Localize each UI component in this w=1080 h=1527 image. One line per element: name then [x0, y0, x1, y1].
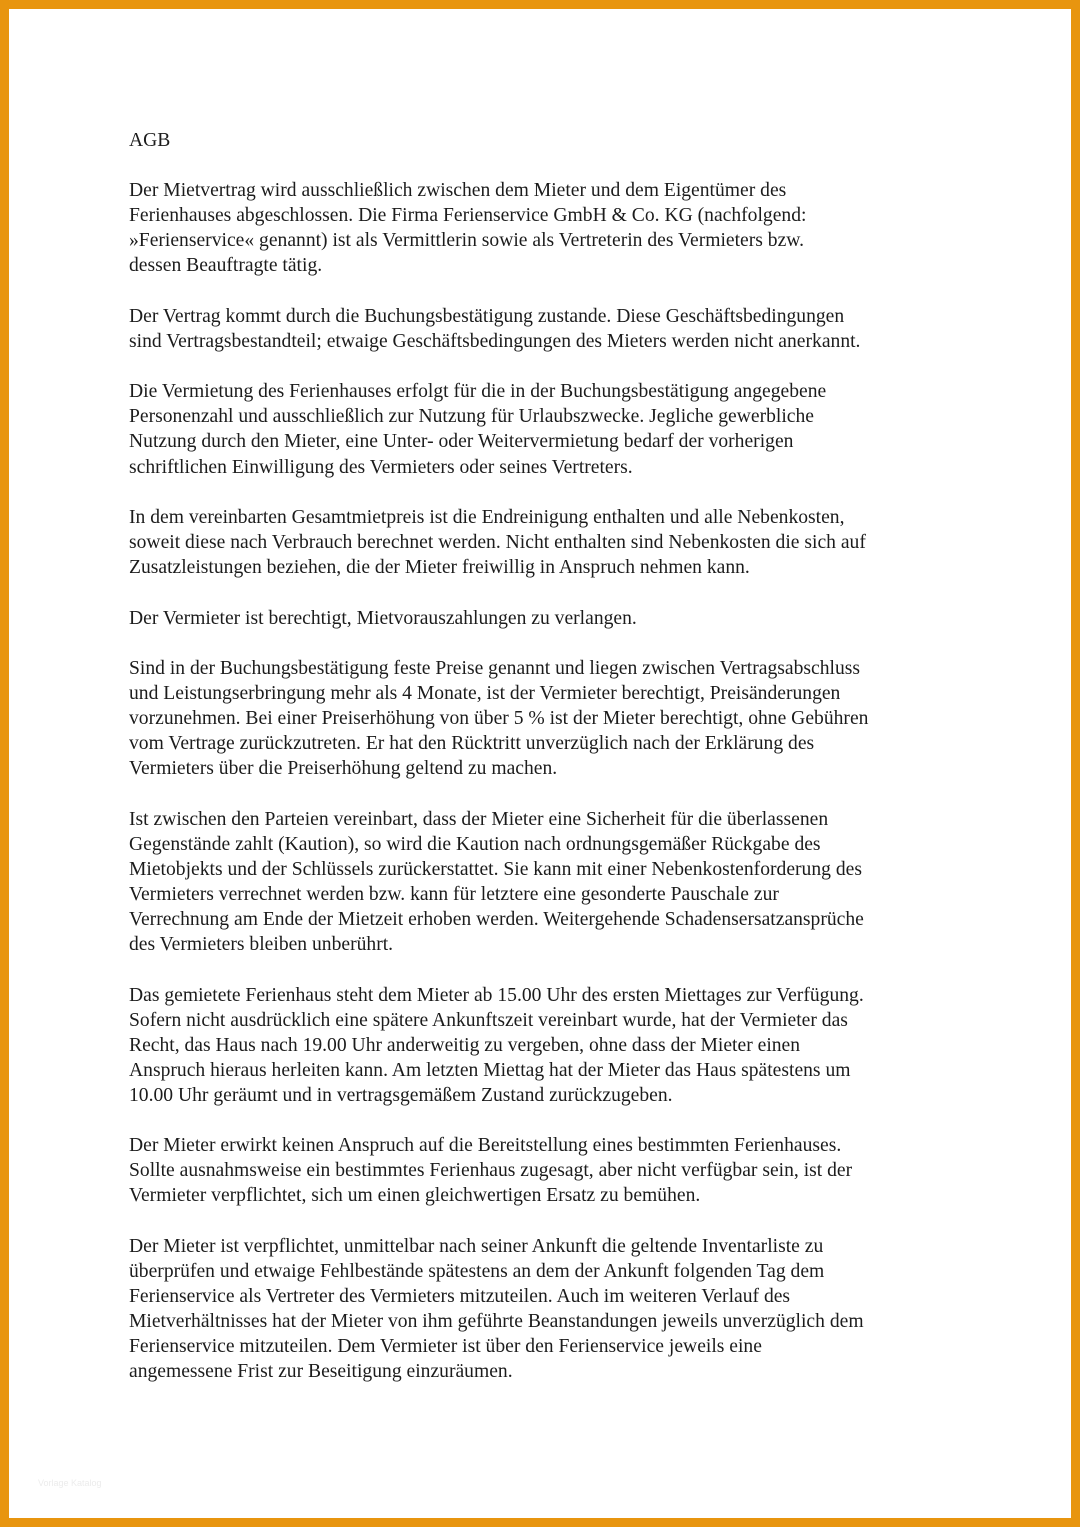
paragraph-line: dessen Beauftragte tätig. [129, 255, 323, 277]
paragraph [129, 304, 969, 354]
paragraph-line: Der Mieter erwirkt keinen Anspruch auf die Bereitstellung eines bestimmten Ferienhauses. [129, 1135, 842, 1157]
paragraph-line: In dem vereinbarten Gesamtmietpreis ist die Endreinigung enthalten und alle Nebenkosten, [129, 506, 845, 528]
paragraph-line: Der Mietvertrag wird ausschließlich zwischen dem Mieter und dem Eigentümer des [129, 180, 787, 202]
paragraph-line: »Ferienservice« genannt) ist als Vermittlerin sowie als Vertreterin des Vermieters bzw. [129, 230, 805, 252]
document-body [129, 178, 969, 1384]
paragraph-line: Verrechnung am Ende der Mietzeit erhoben werden. Weitergehende Schadensersatzansprüche [129, 909, 864, 931]
paragraph-line: und Leistungserbringung mehr als 4 Monate, ist der Vermieter berechtigt, Preisänderungen [129, 682, 841, 704]
paragraph-line: soweit diese nach Verbrauch berechnet werden. Nicht enthalten sind Nebenkosten die sich auf [129, 532, 866, 554]
paragraph [129, 178, 969, 278]
paragraph-line: Ferienhauses abgeschlossen. Die Firma Ferienservice GmbH & Co. KG (nachfolgend: [129, 205, 807, 227]
document-page [129, 128, 969, 1410]
paragraph-line: Ist zwischen den Parteien vereinbart, dass der Mieter eine Sicherheit für die überlassenen [129, 808, 829, 830]
paragraph-line: Ferienservice als Vertreter des Vermieters mitzuteilen. Auch im weiteren Verlauf des [129, 1286, 791, 1308]
paragraph-line: Sollte ausnahmsweise ein bestimmtes Ferienhaus zugesagt, aber nicht verfügbar sein, ist der [129, 1160, 853, 1182]
paragraph-line: vorzunehmen. Bei einer Preiserhöhung von über 5 % ist der Mieter berechtigt, ohne Gebühren [129, 708, 869, 730]
watermark-text: Vorlage Katalog [38, 1478, 102, 1488]
paragraph-line: Zusatzleistungen beziehen, die der Mieter freiwillig in Anspruch nehmen kann. [129, 557, 750, 579]
paragraph-line: überprüfen und etwaige Fehlbestände spätestens an dem der Ankunft folgenden Tag dem [129, 1260, 825, 1282]
paragraph-line: Der Vertrag kommt durch die Buchungsbestätigung zustande. Diese Geschäftsbedingungen [129, 305, 845, 327]
paragraph-line: Nutzung durch den Mieter, eine Unter- oder Weitervermietung bedarf der vorherigen [129, 431, 794, 453]
paragraph-line: Vermieters über die Preiserhöhung geltend zu machen. [129, 758, 558, 780]
paragraph-line: Die Vermietung des Ferienhauses erfolgt für die in der Buchungsbestätigung angegebene [129, 381, 827, 403]
paragraph-line: Ferienservice mitzuteilen. Dem Vermieter ist über den Ferienservice jeweils eine [129, 1336, 762, 1358]
paragraph-line: Sofern nicht ausdrücklich eine spätere Ankunftszeit vereinbart wurde, hat der Vermieter das [129, 1009, 848, 1031]
paragraph [129, 379, 969, 479]
paragraph-line: Recht, das Haus nach 19.00 Uhr anderweitig zu vergeben, ohne dass der Mieter einen [129, 1034, 801, 1056]
paragraph [129, 1133, 969, 1208]
paragraph-line: vom Vertrage zurückzutreten. Er hat den Rücktritt unverzüglich nach der Erklärung des [129, 733, 815, 755]
paragraph [129, 983, 969, 1108]
paragraph-line: Gegenstände zahlt (Kaution), so wird die Kaution nach ordnungsgemäßer Rückgabe des [129, 833, 821, 855]
paragraph [129, 505, 969, 580]
document-title: AGB [129, 130, 171, 151]
paragraph-line: Vermieters verrechnet werden bzw. kann für letztere eine gesonderte Pauschale zur [129, 883, 779, 905]
paragraph-line: Vermieter verpflichtet, sich um einen gleichwertigen Ersatz zu bemühen. [129, 1185, 701, 1207]
paragraph-line: Der Vermieter ist berechtigt, Mietvorauszahlungen zu verlangen. [129, 607, 637, 629]
paragraph-line: sind Vertragsbestandteil; etwaige Geschäftsbedingungen des Mieters werden nicht anerkannt. [129, 330, 861, 352]
paragraph-line: Mietverhältnisses hat der Mieter von ihm geführte Beanstandungen jeweils unverzüglich dem [129, 1311, 864, 1333]
paragraph-line: 10.00 Uhr geräumt und in vertragsgemäßem Zustand zurückzugeben. [129, 1084, 673, 1106]
paragraph-line: des Vermieters bleiben unberührt. [129, 934, 394, 956]
paragraph-line: Anspruch hieraus herleiten kann. Am letzten Miettag hat der Mieter das Haus spätestens um [129, 1059, 851, 1081]
paragraph [129, 656, 969, 781]
paragraph-line: angemessene Frist zur Beseitigung einzuräumen. [129, 1361, 513, 1383]
paragraph-line: Mietobjekts und der Schlüssels zurückerstattet. Sie kann mit einer Nebenkostenforderung des [129, 858, 862, 880]
paragraph-line: Personenzahl und ausschließlich zur Nutzung für Urlaubszwecke. Jegliche gewerbliche [129, 406, 814, 428]
paragraph [129, 1234, 969, 1385]
paragraph-line: Sind in der Buchungsbestätigung feste Preise genannt und liegen zwischen Vertragsabschluss [129, 657, 860, 679]
paragraph [129, 606, 969, 631]
paragraph-line: Der Mieter ist verpflichtet, unmittelbar nach seiner Ankunft die geltende Inventarliste zu [129, 1235, 824, 1257]
paragraph-line: Das gemietete Ferienhaus steht dem Mieter ab 15.00 Uhr des ersten Miettages zur Verfügung. [129, 984, 864, 1006]
paragraph [129, 807, 969, 958]
paragraph-line: schriftlichen Einwilligung des Vermieters oder seines Vertreters. [129, 456, 633, 478]
